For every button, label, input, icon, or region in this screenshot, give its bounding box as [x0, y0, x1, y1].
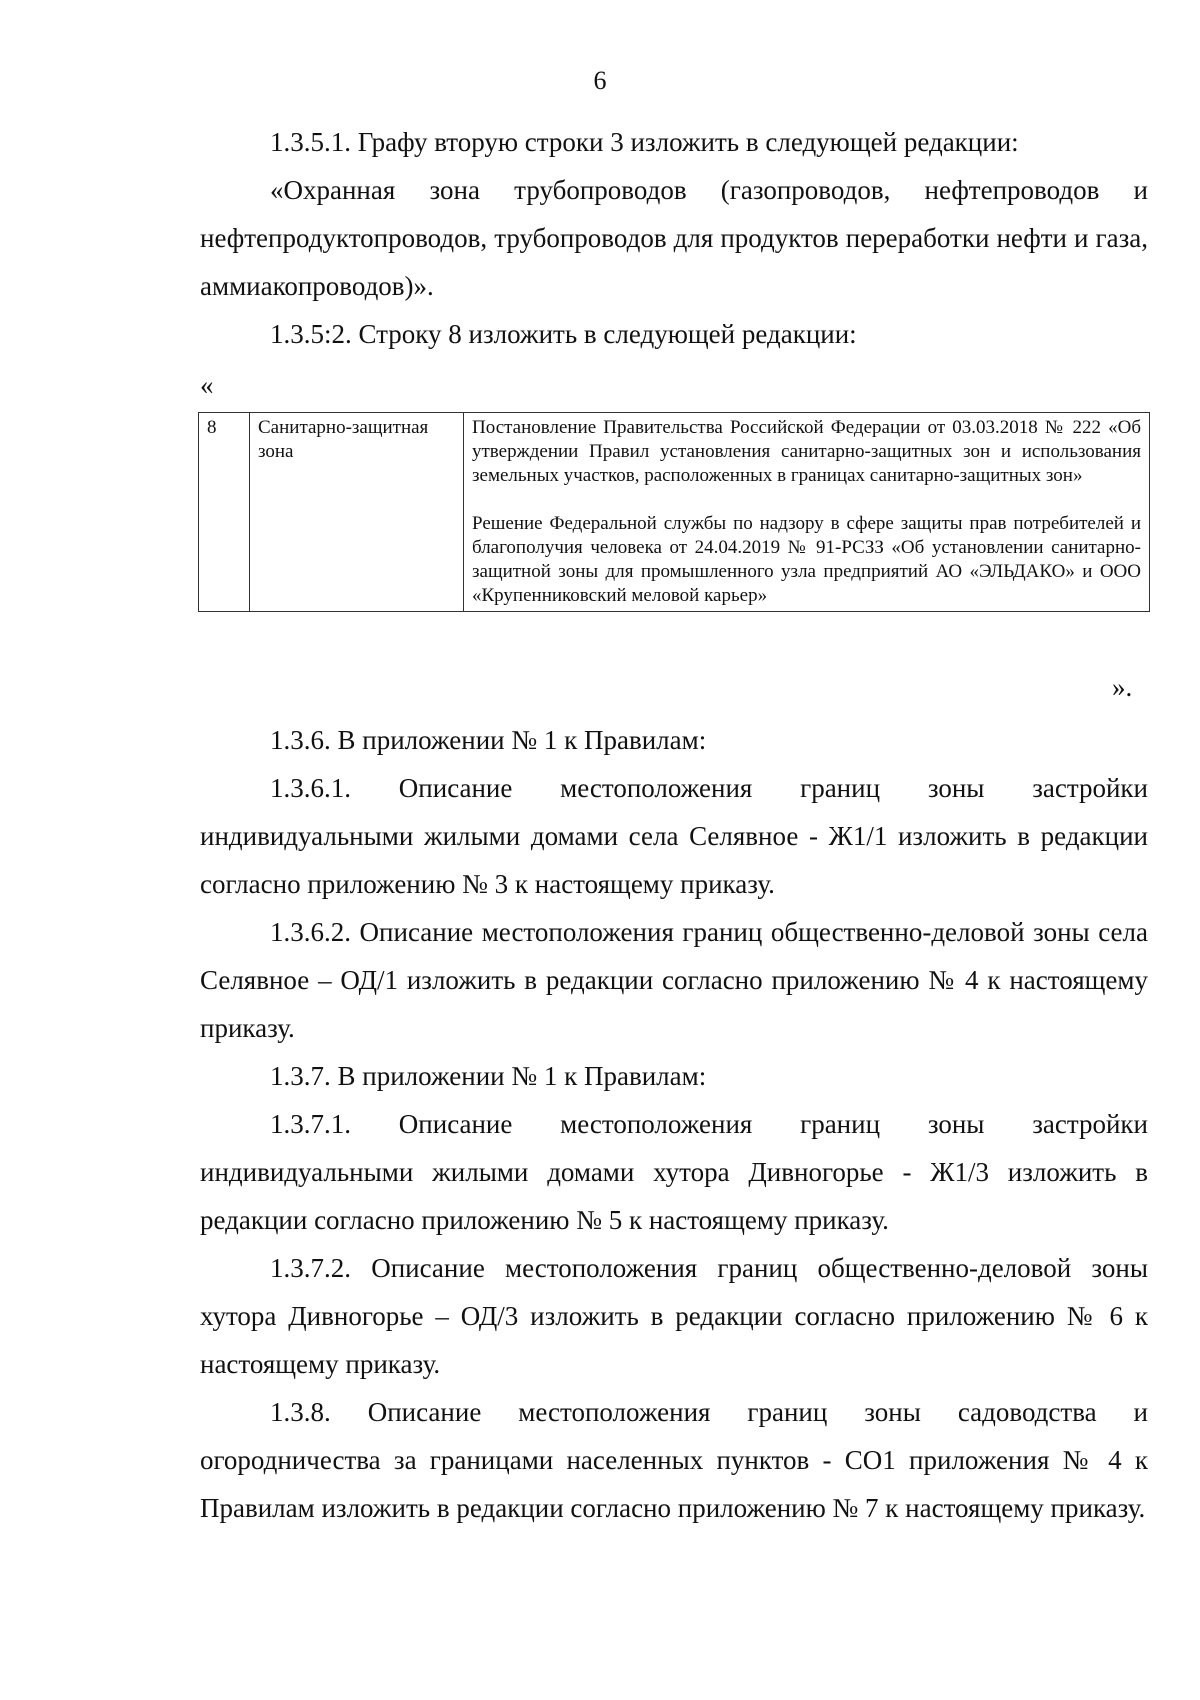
paragraph-quote-pipelines: «Охранная зона трубопроводов (газопроводов, нефтепроводов и нефтепродуктопроводов, трубопроводов для продуктов переработки нефти и газа, аммиакопроводов)». — [200, 175, 1148, 301]
amendment-table — [198, 412, 1150, 612]
paragraph-1-3-7: 1.3.7. В приложении № 1 к Правилам: — [270, 1061, 707, 1091]
paragraph-1-3-7-1: 1.3.7.1. Описание местоположения границ зоны застройки индивидуальными жилыми домами хутора Дивногорье - Ж1/3 изложить в редакции согласно приложению № 5 к настоящему приказу. — [200, 1109, 1148, 1235]
closing-quote-mark: ». — [1112, 672, 1133, 702]
amendment-block-bottom — [200, 716, 1148, 1532]
paragraph-1-3-6: 1.3.6. В приложении № 1 к Правилам: — [270, 725, 707, 755]
amendment-block-top — [200, 118, 1148, 358]
opening-quote-mark: « — [200, 370, 214, 400]
paragraph-1-3-5-2: 1.3.5:2. Строку 8 изложить в следующей редакции: — [270, 319, 857, 349]
table-row — [199, 413, 1150, 612]
paragraph-1-3-5-1: 1.3.5.1. Графу вторую строки 3 изложить в следующей редакции: — [270, 127, 1019, 157]
paragraph-1-3-6-1: 1.3.6.1. Описание местоположения границ зоны застройки индивидуальными жилыми домами села Селявное - Ж1/1 изложить в редакции согласно приложению № 3 к настоящему приказу. — [200, 773, 1148, 899]
paragraph-1-3-6-2: 1.3.6.2. Описание местоположения границ общественно-деловой зоны села Селявное – ОД/1 изложить в редакции согласно приложению № 4 к настоящему приказу. — [200, 917, 1148, 1043]
page-number: 6 — [593, 66, 607, 95]
paragraph-1-3-8: 1.3.8. Описание местоположения границ зоны садоводства и огородничества за границами населенных пунктов - СО1 приложения № 4 к Правилам изложить в редакции согласно приложению № 7 к настоящему приказу. — [200, 1397, 1148, 1523]
row-number-cell: 8 — [199, 413, 250, 612]
document-decision-91-rszz: Решение Федеральной службы по надзору в сфере защиты прав потребителей и благополучия человека от 24.04.2019 № 91-РСЗЗ «Об установлении санитарно-защитной зоны для промышленного узла предприятий АО «ЭЛЬДАКО» и ООО «Крупенниковский меловой карьер» — [472, 513, 1141, 606]
document-resolution-222: Постановление Правительства Российской Федерации от 03.03.2018 № 222 «Об утверждении Правил установления санитарно-защитных зон и использования земельных участков, расположенных в границах санитарно-защитных зон» — [472, 417, 1141, 486]
documents-cell — [464, 413, 1150, 612]
paragraph-1-3-7-2: 1.3.7.2. Описание местоположения границ общественно-деловой зоны хутора Дивногорье – ОД/3 изложить в редакции согласно приложению № 6 к настоящему приказу. — [200, 1253, 1148, 1379]
zone-name-cell: Санитарно-защитная зона — [250, 413, 464, 612]
